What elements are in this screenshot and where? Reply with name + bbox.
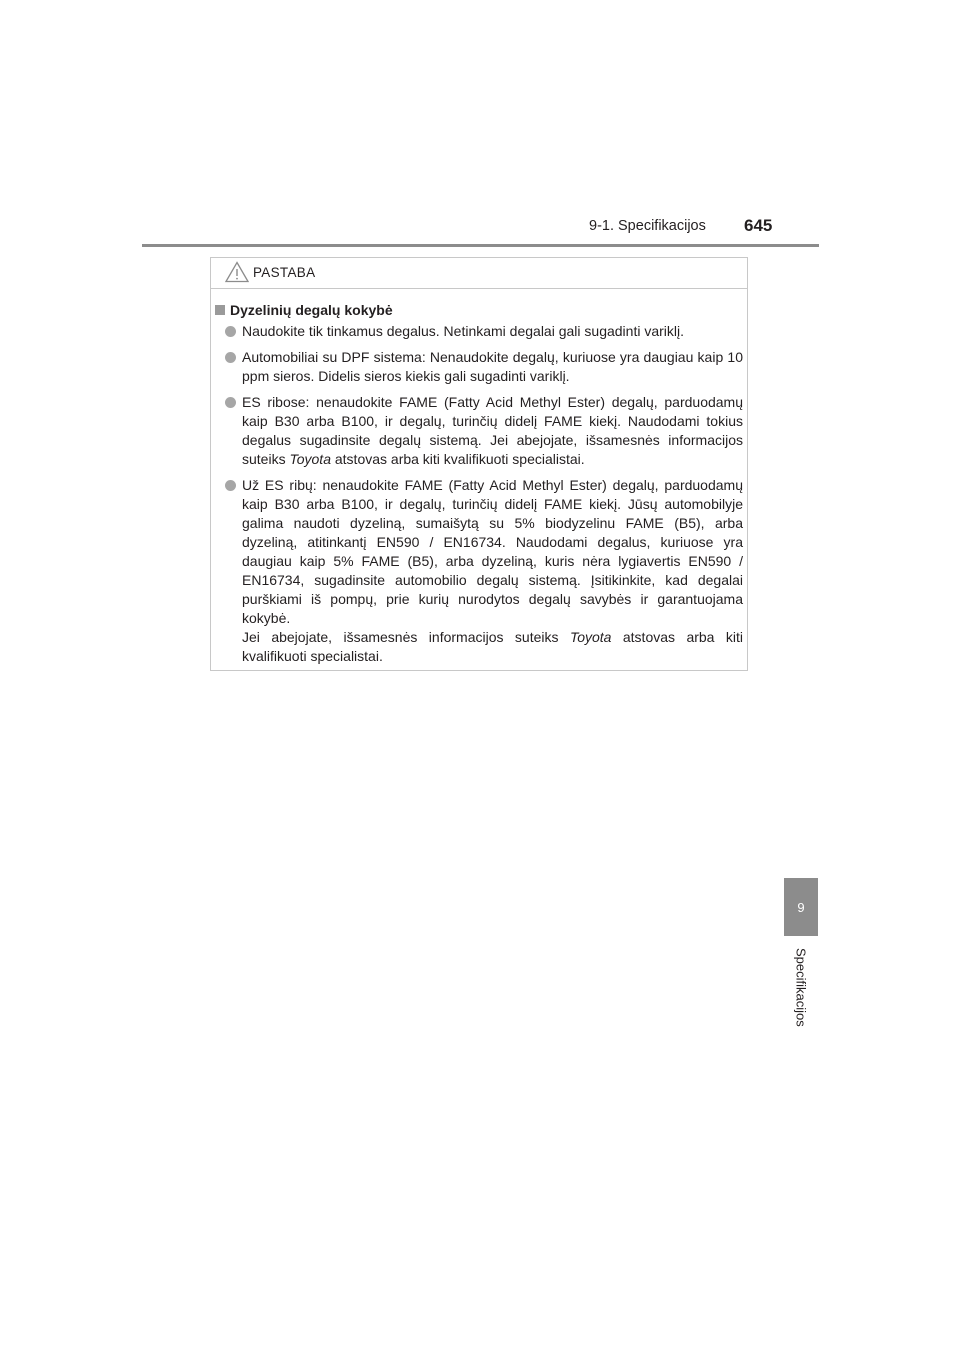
notice-header — [211, 258, 747, 289]
list-item — [225, 348, 743, 386]
chapter-label-text: Specifikacijos — [793, 948, 809, 1027]
round-bullet-icon — [225, 326, 236, 337]
list-item — [225, 322, 743, 341]
bullet-text: Už ES ribų: nenaudokite FAME (Fatty Acid Methyl Ester) degalų, parduodamų kaip B30 arba B100, ir degalų, turinčių didelį FAME kiekį. Jūsų automobilyje galima naudoti dyzeliną, sumaišytą su 5% biodyzelinu FAME (B5), arba dyzeliną, atitinkantį EN590 / EN16734. Naudodami degalus, kuriuose yra daugiau kaip 5% FAME (B5), arba dyzeliną, kuris nėra lygiavertis EN590 / EN16734, sugadinsite automobilio degalų sistemą. Įsitikinkite, kad degalai purškiami iš pompų, prie kurių nurodytos degalų savybės ir garantuojama kokybė. — [242, 477, 743, 626]
page-number: 645 — [744, 216, 773, 235]
bullet-continuation-text: Jei abejojate, išsamesnės informacijos suteiks Toyota atstovas arba kiti kvalifikuoti specialistai. — [242, 629, 744, 664]
brand-name: Toyota — [289, 451, 331, 467]
header-rule — [142, 244, 819, 247]
brand-name: Toyota — [569, 629, 612, 645]
notice-label: PASTABA — [253, 265, 316, 280]
section-title: 9-1. Specifikacijos — [589, 218, 706, 234]
list-item — [225, 393, 743, 469]
list-item — [225, 476, 743, 666]
notice-title — [215, 302, 393, 318]
warning-triangle-icon — [225, 261, 249, 283]
round-bullet-icon — [225, 480, 236, 491]
round-bullet-icon — [225, 352, 236, 363]
chapter-label — [784, 948, 818, 1038]
bullet-text: Automobiliai su DPF sistema: Nenaudokite degalų, kuriuose yra daugiau kaip 10 ppm sieros. Didelis sieros kiekis gali sugadinti variklį. — [242, 349, 743, 384]
notice-box — [210, 257, 748, 671]
chapter-tab: 9 — [784, 878, 818, 936]
notice-title-text: Dyzelinių degalų kokybė — [230, 302, 393, 318]
notice-bullet-list — [225, 322, 743, 666]
square-bullet-icon — [215, 305, 225, 315]
bullet-text: ES ribose: nenaudokite FAME (Fatty Acid Methyl Ester) degalų, parduodamų kaip B30 arba B100, ir degalų, turinčių didelį FAME kiekį. Naudodami tokius degalus sugadinsite degalų sistemą. Jei abejojate, išsamesnės informacijos suteiks Toyota atstovas arba kiti kvalifikuoti specialistai. — [242, 394, 743, 467]
round-bullet-icon — [225, 397, 236, 408]
bullet-text: Naudokite tik tinkamus degalus. Netinkami degalai gali sugadinti variklį. — [242, 323, 685, 339]
